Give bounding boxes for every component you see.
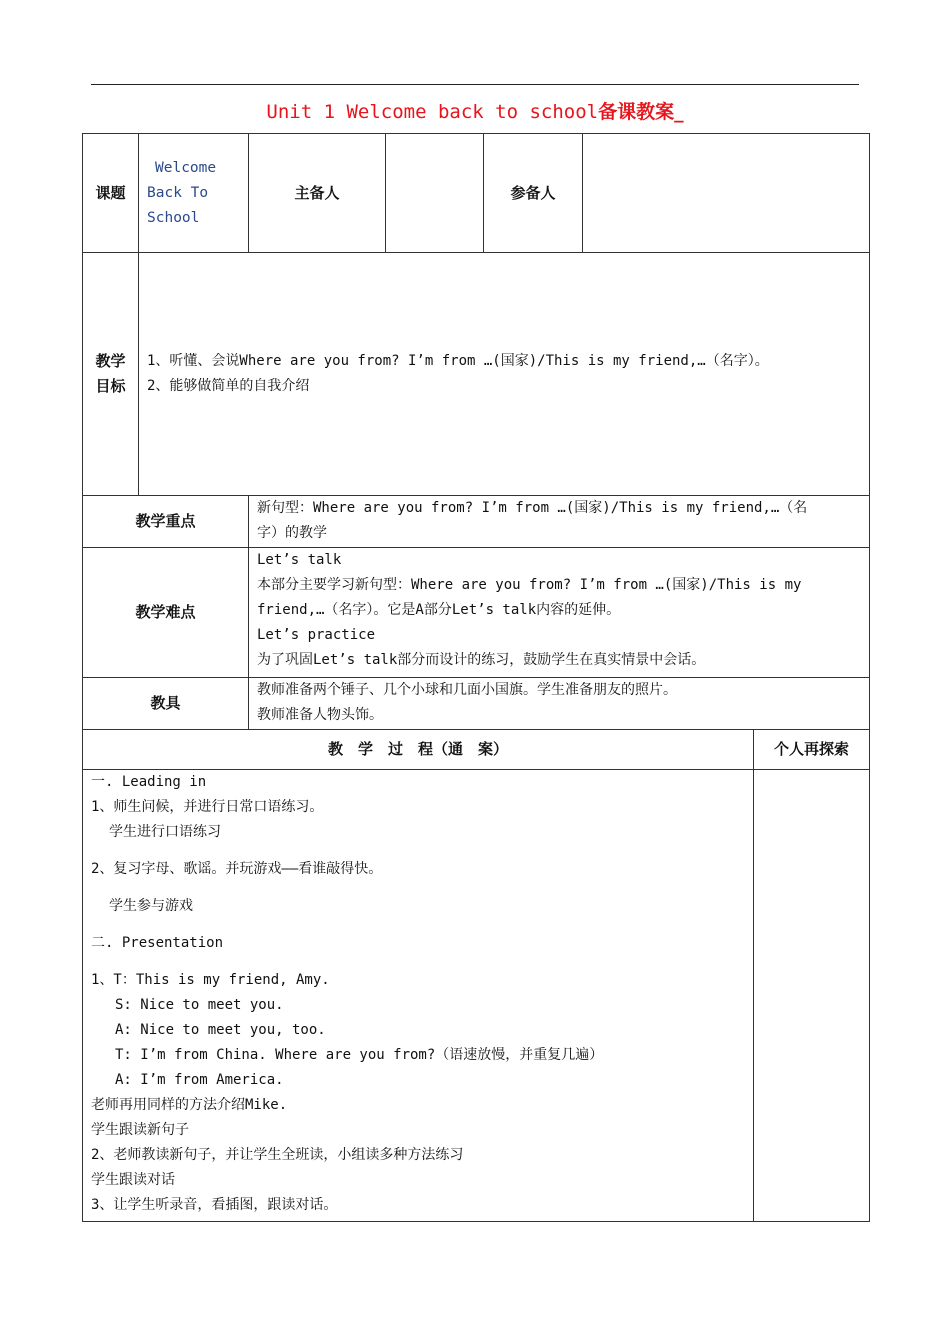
- process-line: T: I’m from China. Where are you from?（语速放慢，并重复几遍）: [115, 1047, 604, 1063]
- process-line: 学生跟读新句子: [91, 1122, 189, 1138]
- difficulties-label: 教学难点: [83, 548, 249, 678]
- objectives-label-line: 目标: [95, 377, 126, 395]
- process-table: [82, 729, 870, 1222]
- difficulties-content: [249, 548, 870, 678]
- teaching-aid-line: 教师准备两个锤子、几个小球和几面小国旗。学生准备朋友的照片。: [257, 682, 677, 698]
- key-point-line: 字）的教学: [257, 525, 327, 541]
- process-line: 学生参与游戏: [109, 898, 193, 914]
- process-body-row: [83, 770, 870, 1222]
- participants-value: [583, 134, 870, 253]
- process-line: A: I’m from America.: [115, 1072, 284, 1088]
- teaching-aid-line: 教师准备人物头饰。: [257, 707, 383, 723]
- process-side-heading: 个人再探索: [754, 730, 870, 770]
- key-points-row: [83, 496, 870, 548]
- lead-preparer-label: 主备人: [249, 134, 386, 253]
- key-point-line: 新句型：Where are you from? I’m from …(国家)/This is my friend,…（名: [257, 500, 808, 516]
- objectives-row: [83, 253, 870, 496]
- topic-line: Back To: [147, 184, 209, 201]
- process-line: 一. Leading in: [91, 774, 207, 790]
- process-line: 学生进行口语练习: [109, 824, 221, 840]
- objectives-content: [139, 253, 870, 496]
- process-line: A: Nice to meet you, too.: [115, 1022, 326, 1038]
- title-cn: 备课教案_: [598, 101, 684, 123]
- objective-line: 1、听懂、会说Where are you from? I’m from …(国家)/This is my friend,…（名字）。: [147, 353, 769, 369]
- process-line: 二. Presentation: [91, 935, 224, 951]
- process-line: S: Nice to meet you.: [115, 997, 284, 1013]
- process-line: 3、让学生听录音，看插图，跟读对话。: [91, 1197, 338, 1213]
- personal-exploration-cell: [754, 770, 870, 1222]
- topic-line: Welcome: [155, 159, 217, 176]
- difficulties-row: [83, 548, 870, 678]
- topic-label: 课题: [83, 134, 139, 253]
- teaching-aids-content: [249, 678, 870, 730]
- objective-line: 2、能够做简单的自我介绍: [147, 378, 310, 394]
- participants-label: 参备人: [484, 134, 583, 253]
- document-title: [0, 97, 950, 124]
- teaching-aids-row: [83, 678, 870, 730]
- process-steps: [83, 770, 754, 1222]
- lead-preparer-value: [386, 134, 484, 253]
- process-line: 1、T：This is my friend, Amy.: [91, 972, 330, 988]
- difficulty-line: 为了巩固Let’s talk部分而设计的练习，鼓励学生在真实情景中会话。: [257, 652, 706, 668]
- plan-header-table: [82, 133, 870, 496]
- title-en: Unit 1 Welcome back to school: [266, 101, 599, 123]
- objectives-label: [83, 253, 139, 496]
- process-line: 1、师生问候，并进行日常口语练习。: [91, 799, 324, 815]
- difficulty-line: friend,…（名字）。它是A部分Let’s talk内容的延伸。: [257, 602, 621, 618]
- plan-details-table: [82, 495, 870, 730]
- topic-line: School: [147, 209, 200, 226]
- process-line: 学生跟读对话: [91, 1172, 175, 1188]
- key-points-label: 教学重点: [83, 496, 249, 548]
- difficulty-line: Let’s talk: [257, 552, 342, 568]
- process-heading-row: [83, 730, 870, 770]
- top-rule: [91, 84, 859, 85]
- teaching-aids-label: 教具: [83, 678, 249, 730]
- process-heading: 教 学 过 程（通 案）: [83, 730, 754, 770]
- process-line: 老师再用同样的方法介绍Mike.: [91, 1097, 288, 1113]
- key-points-content: [249, 496, 870, 548]
- header-row: [83, 134, 870, 253]
- process-line: 2、复习字母、歌谣。并玩游戏——看谁敲得快。: [91, 861, 383, 877]
- process-line: 2、老师教读新句子，并让学生全班读，小组读多种方法练习: [91, 1147, 464, 1163]
- difficulty-line: 本部分主要学习新句型：Where are you from? I’m from …(国家)/This is my: [257, 577, 802, 593]
- objectives-label-line: 教学: [95, 352, 126, 370]
- difficulty-line: Let’s practice: [257, 627, 376, 643]
- topic-value: [139, 134, 249, 253]
